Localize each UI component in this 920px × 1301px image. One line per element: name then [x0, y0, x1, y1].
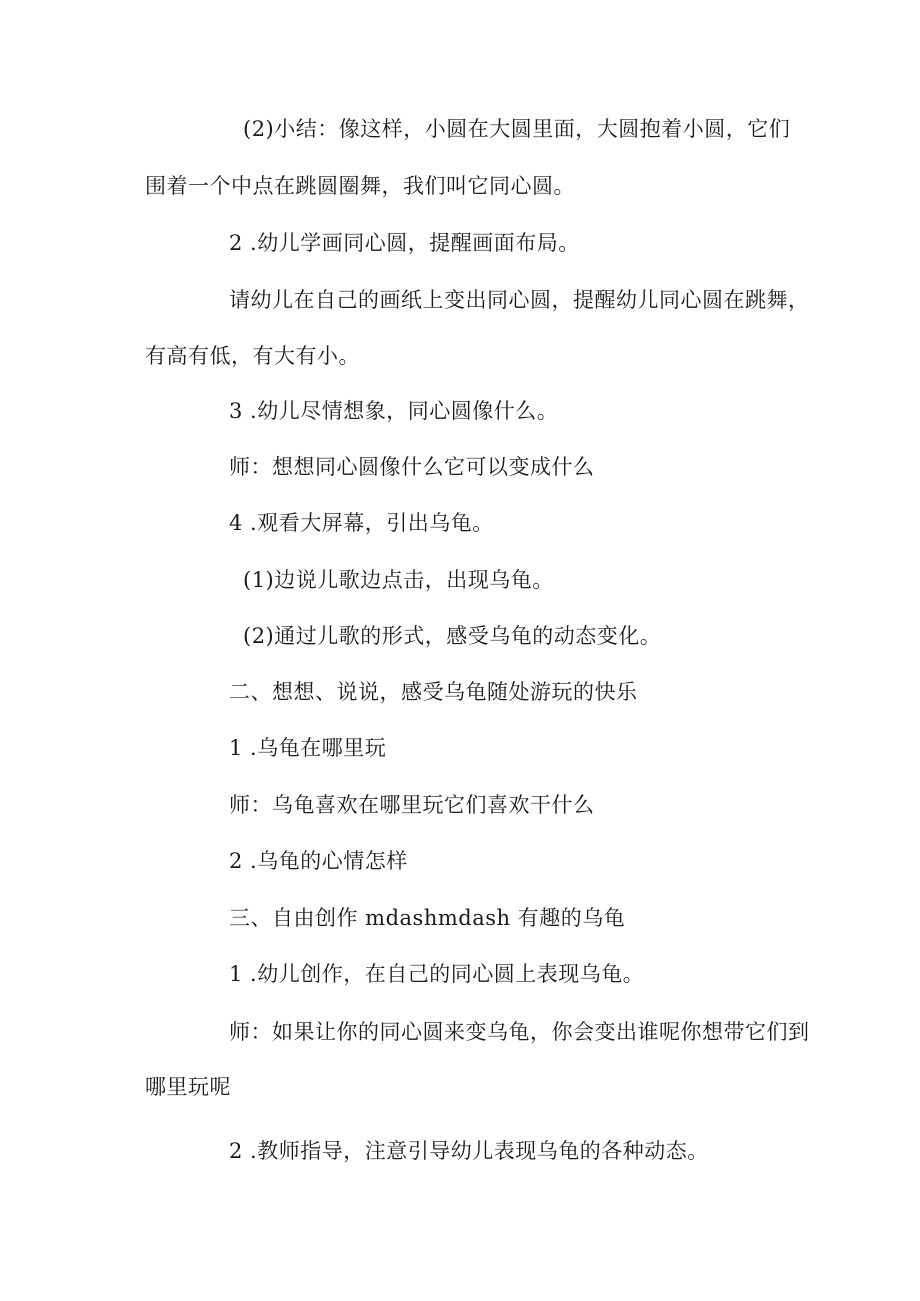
- text-line-step-4-sub-2: (2)通过儿歌的形式，感受乌龟的动态变化。: [243, 624, 662, 648]
- text-line-section-2-item-1: 1 .乌龟在哪里玩: [229, 736, 387, 760]
- text-line-teacher-2: 师：乌龟喜欢在哪里玩它们喜欢干什么: [229, 793, 595, 817]
- text-line-step-2-detail: 请幼儿在自己的画纸上变出同心圆，提醒幼儿同心圆在跳舞，: [229, 288, 810, 312]
- text-line-teacher-3: 师：如果让你的同心圆来变乌龟，你会变出谁呢你想带它们到: [229, 1020, 810, 1044]
- text-line-summary-cont: 围着一个中点在跳圆圈舞，我们叫它同心圆。: [145, 174, 575, 198]
- section-heading-2: 二、想想、说说，感受乌龟随处游玩的快乐: [229, 680, 638, 704]
- text-line-section-2-item-2: 2 .乌龟的心情怎样: [229, 849, 408, 873]
- text-line-teacher-1: 师：想想同心圆像什么它可以变成什么: [229, 455, 595, 479]
- text-line-teacher-3-cont: 哪里玩呢: [145, 1075, 231, 1099]
- section-heading-3: 三、自由创作 mdashmdash 有趣的乌龟: [229, 906, 626, 930]
- text-line-step-2: 2 .幼儿学画同心圆，提醒画面布局。: [229, 231, 580, 255]
- text-line-step-4: 4 .观看大屏幕，引出乌龟。: [229, 511, 494, 535]
- text-line-section-3-item-1: 1 .幼儿创作，在自己的同心圆上表现乌龟。: [229, 962, 645, 986]
- text-line-step-3: 3 .幼儿尽情想象，同心圆像什么。: [229, 399, 559, 423]
- text-line-step-4-sub-1: (1)边说儿歌边点击，出现乌龟。: [243, 568, 554, 592]
- text-line-step-2-detail-cont: 有高有低，有大有小。: [145, 344, 360, 368]
- text-line-section-3-item-2: 2 .教师指导，注意引导幼儿表现乌龟的各种动态。: [229, 1139, 709, 1163]
- text-line-summary: (2)小结：像这样，小圆在大圆里面，大圆抱着小圆，它们: [243, 117, 791, 141]
